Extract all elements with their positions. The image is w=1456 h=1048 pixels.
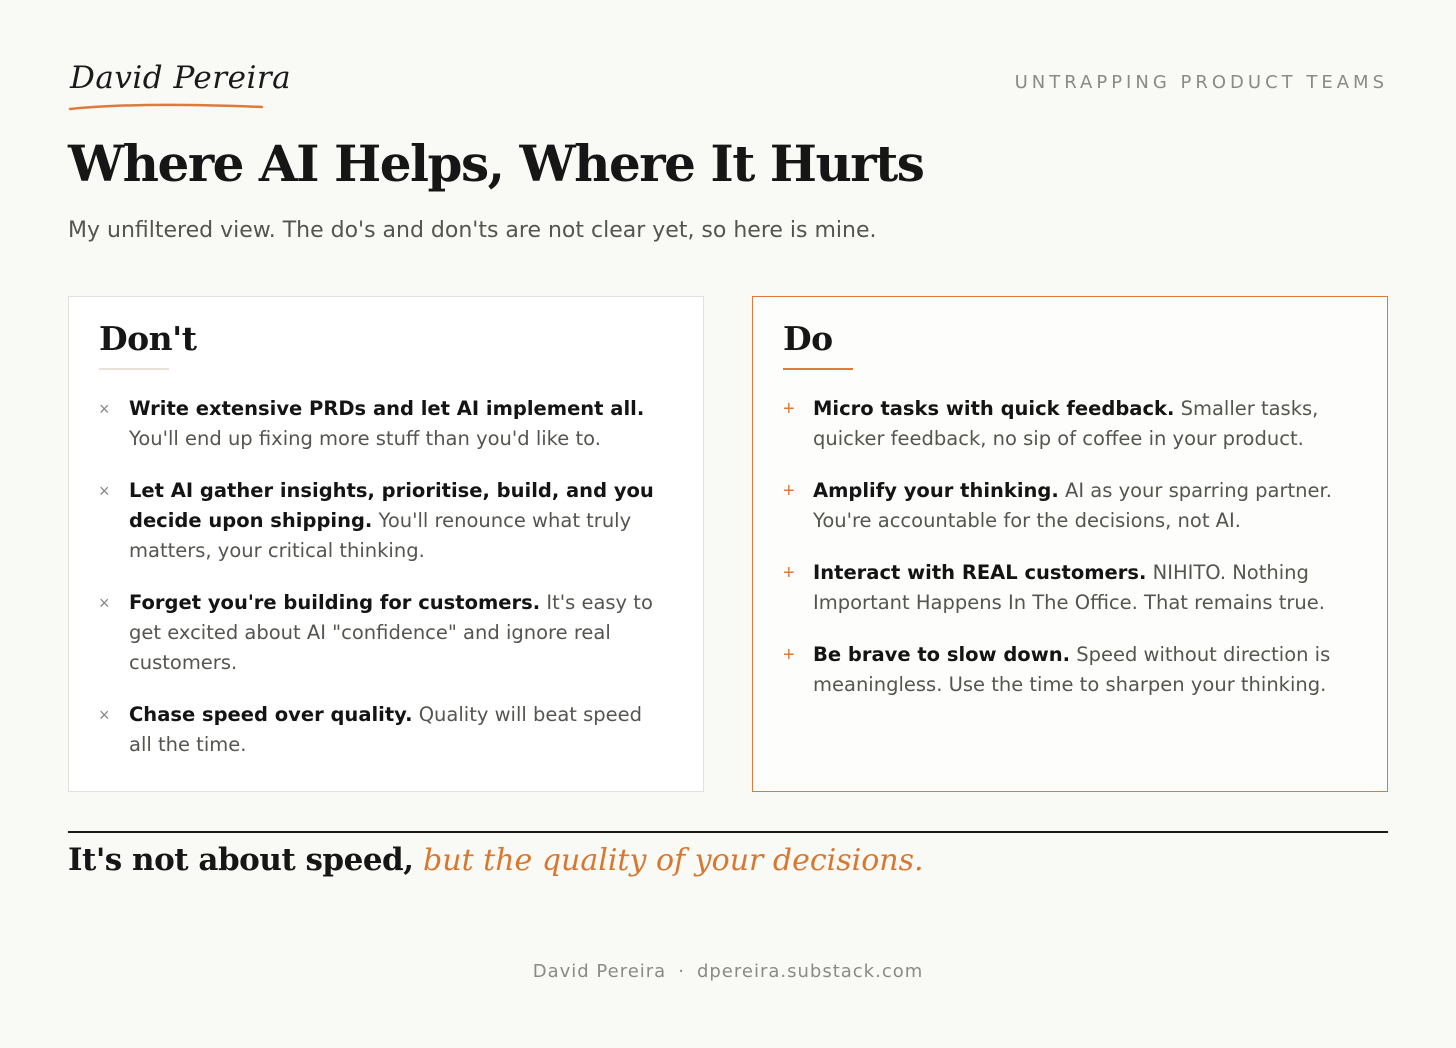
footer bbox=[0, 961, 1456, 982]
do-item-text bbox=[813, 640, 1347, 700]
signature-logo: David Pereira bbox=[70, 60, 292, 96]
do-item-detail: AI as your sparring partner. You're accountable for the decisions, not AI. bbox=[813, 479, 1332, 532]
closing-divider bbox=[68, 831, 1388, 833]
cross-icon: × bbox=[99, 593, 110, 613]
plus-icon: + bbox=[783, 562, 795, 584]
footer-site-link[interactable]: dpereira.substack.com bbox=[696, 961, 924, 982]
dont-item-detail: It's easy to get excited about AI "confidence" and ignore real customers. bbox=[129, 591, 653, 674]
dont-item-text bbox=[129, 394, 663, 454]
header bbox=[68, 58, 1388, 114]
do-item-text bbox=[813, 394, 1347, 454]
cross-icon: × bbox=[99, 481, 110, 501]
dont-item-bold: Chase speed over quality. bbox=[129, 703, 413, 726]
do-heading: Do bbox=[783, 319, 833, 358]
dont-heading: Don't bbox=[99, 319, 197, 358]
dont-panel bbox=[68, 296, 704, 792]
do-heading-rule bbox=[783, 368, 853, 370]
do-list-item bbox=[783, 558, 1347, 618]
dont-list-item bbox=[99, 700, 663, 760]
signature-underline-icon bbox=[68, 100, 264, 114]
dont-item-bold: Write extensive PRDs and let AI implement all. bbox=[129, 397, 645, 420]
do-list bbox=[783, 394, 1347, 700]
plus-icon: + bbox=[783, 644, 795, 666]
do-list-item bbox=[783, 476, 1347, 536]
cross-icon: × bbox=[99, 399, 110, 419]
do-item-bold: Interact with REAL customers. bbox=[813, 561, 1147, 584]
do-list-item bbox=[783, 640, 1347, 700]
do-panel bbox=[752, 296, 1388, 792]
page-title: Where AI Helps, Where It Hurts bbox=[68, 134, 924, 193]
closing-strong: It's not about speed, bbox=[68, 842, 414, 878]
do-item-text bbox=[813, 476, 1347, 536]
dont-item-detail: You'll renounce what truly matters, your critical thinking. bbox=[129, 509, 632, 562]
dont-item-text bbox=[129, 700, 663, 760]
dont-heading-rule bbox=[99, 368, 169, 370]
plus-icon: + bbox=[783, 480, 795, 502]
dont-item-bold: Let AI gather insights, prioritise, build, and you decide upon shipping. bbox=[129, 479, 654, 532]
do-item-bold: Be brave to slow down. bbox=[813, 643, 1070, 666]
dont-list-item bbox=[99, 588, 663, 678]
do-item-bold: Micro tasks with quick feedback. bbox=[813, 397, 1175, 420]
dont-list-item bbox=[99, 394, 663, 454]
page-subtitle: My unfiltered view. The do's and don'ts are not clear yet, so here is mine. bbox=[68, 218, 877, 243]
footer-author: David Pereira bbox=[532, 961, 667, 982]
dont-item-detail: Quality will beat speed all the time. bbox=[129, 703, 643, 756]
dont-item-text bbox=[129, 476, 663, 566]
do-item-text bbox=[813, 558, 1347, 618]
dont-item-text bbox=[129, 588, 663, 678]
dont-item-detail: You'll end up fixing more stuff than you'd like to. bbox=[129, 427, 601, 450]
cross-icon: × bbox=[99, 705, 110, 725]
do-item-detail: Speed without direction is meaningless. Use the time to sharpen your thinking. bbox=[813, 643, 1331, 696]
do-item-detail: NIHITO. Nothing Important Happens In The Office. That remains true. bbox=[813, 561, 1325, 614]
closing-statement bbox=[68, 842, 924, 878]
do-item-bold: Amplify your thinking. bbox=[813, 479, 1059, 502]
closing-emphasis: but the quality of your decisions. bbox=[413, 843, 924, 878]
plus-icon: + bbox=[783, 398, 795, 420]
do-item-detail: Smaller tasks, quicker feedback, no sip of coffee in your product. bbox=[813, 397, 1319, 450]
tagline: UNTRAPPING PRODUCT TEAMS bbox=[1014, 72, 1388, 93]
dont-list bbox=[99, 394, 663, 760]
dont-list-item bbox=[99, 476, 663, 566]
dont-item-bold: Forget you're building for customers. bbox=[129, 591, 541, 614]
do-list-item bbox=[783, 394, 1347, 454]
footer-separator: · bbox=[678, 961, 685, 982]
